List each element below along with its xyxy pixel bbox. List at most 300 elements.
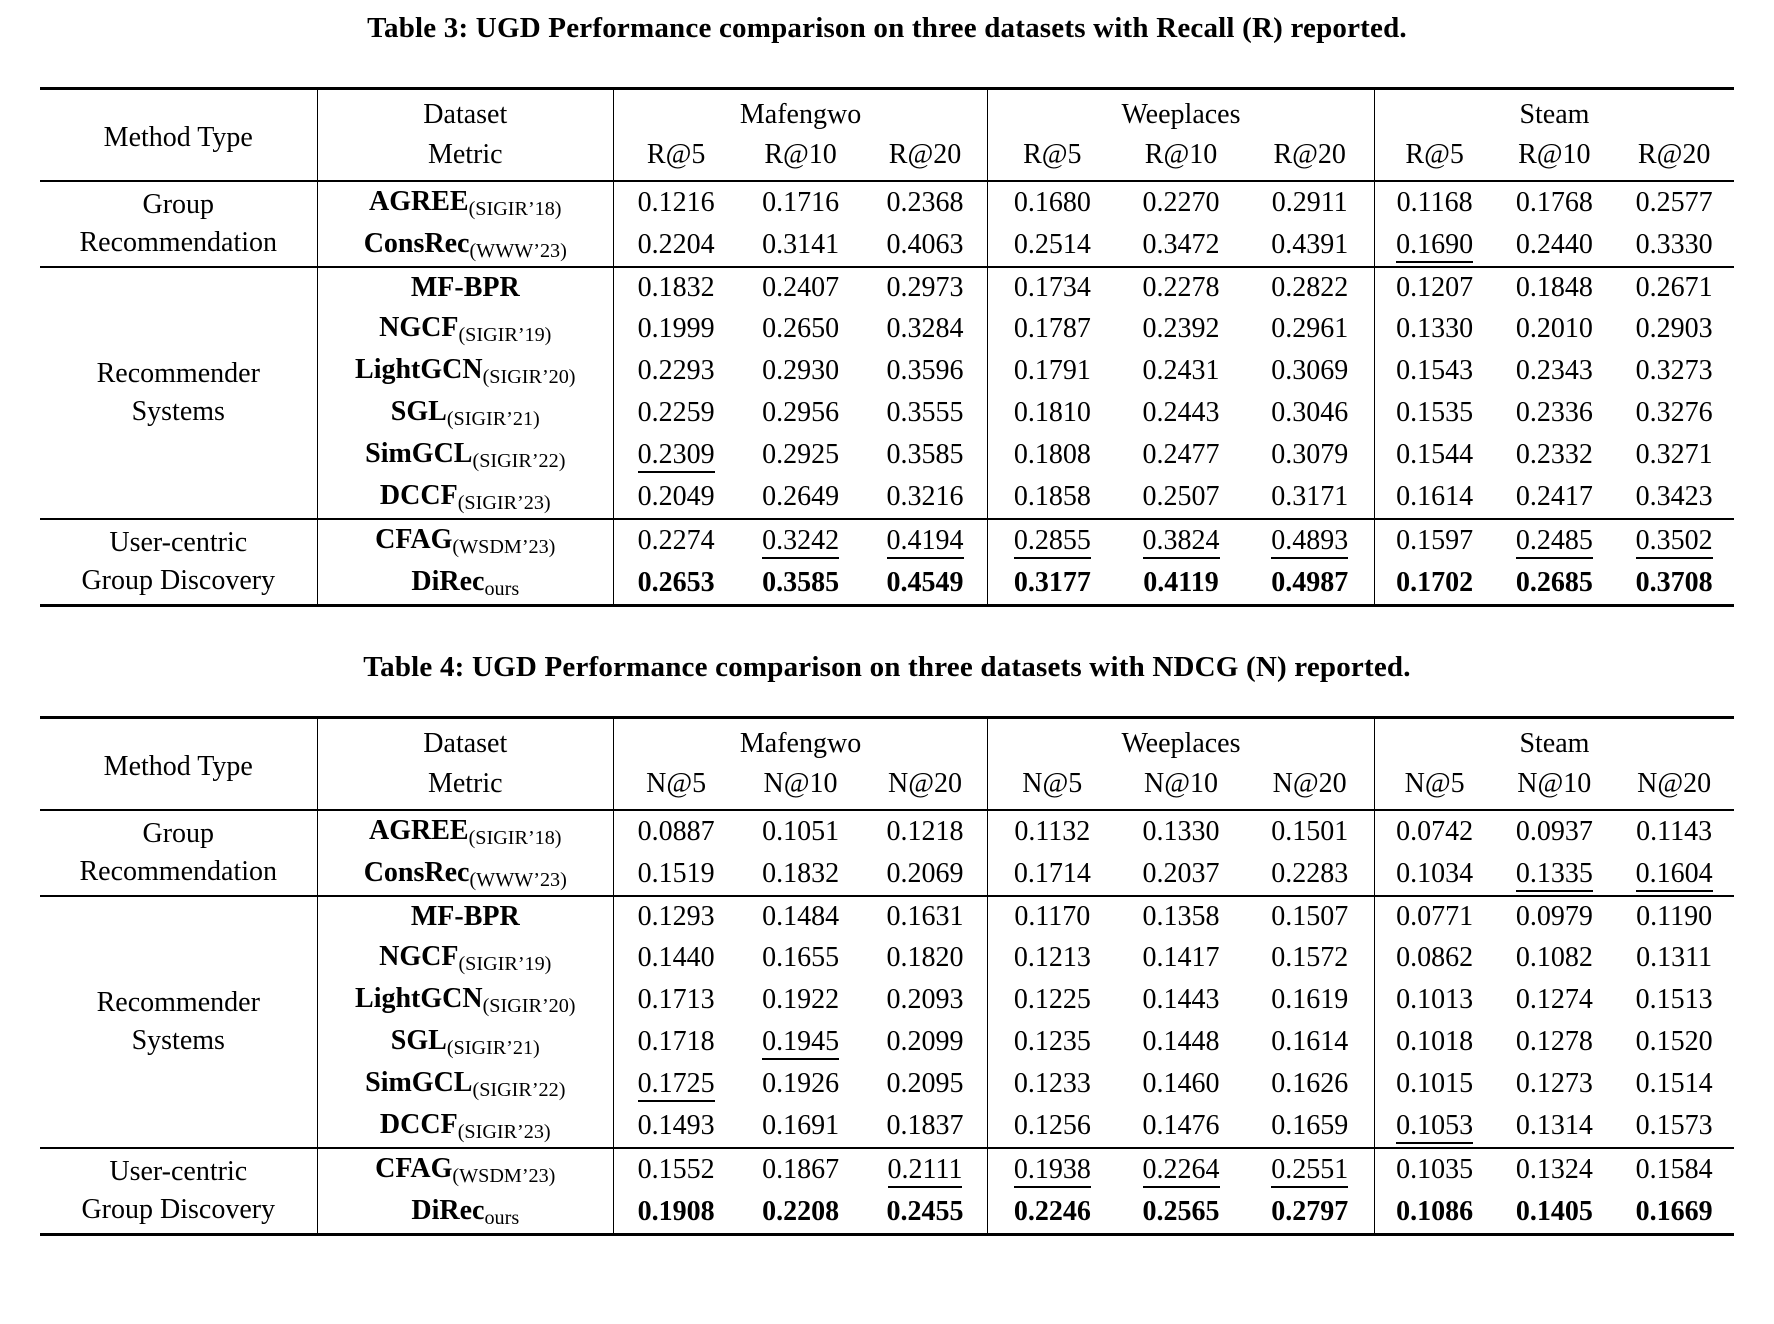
metric-value-cell (863, 1063, 988, 1105)
metric-value: 0.2417 (1515, 481, 1593, 512)
metric-value: 0.2925 (762, 439, 840, 470)
metric-column-header: N@10 (1517, 768, 1592, 799)
metric-value-cell (863, 1021, 988, 1063)
metric-value: 0.1235 (1013, 1026, 1091, 1057)
dataset-group-header: Weeplaces (988, 89, 1375, 136)
metric-value-cell (863, 350, 988, 392)
method-group-label (40, 810, 317, 896)
metric-value: 0.1631 (886, 901, 964, 932)
metric-value: 0.2392 (1142, 313, 1220, 344)
metric-value: 0.3046 (1271, 397, 1349, 428)
metric-value-cell (1374, 810, 1494, 853)
metric-value-cell (1614, 224, 1734, 267)
metric-value: 0.2855 (1014, 526, 1091, 559)
metric-value-cell (1374, 350, 1494, 392)
metric-value: 0.2246 (1013, 1196, 1091, 1227)
metric-value-cell (1245, 1105, 1374, 1148)
metric-value-cell (988, 434, 1117, 476)
metric-value-cell (1117, 308, 1246, 350)
metric-value: 0.3141 (762, 229, 840, 260)
method-venue-subscript: (SIGIR’18) (468, 826, 562, 849)
metric-value-cell (1614, 562, 1734, 606)
metric-value-cell (614, 1148, 739, 1191)
metric-value: 0.1330 (1142, 816, 1220, 847)
metric-value: 0.3585 (886, 439, 964, 470)
metric-value-cell (1374, 1063, 1494, 1105)
metric-value: 0.2671 (1635, 272, 1713, 303)
metric-column-header: N@5 (1374, 764, 1494, 810)
metric-value-cell (614, 308, 739, 350)
metric-value-cell (863, 1148, 988, 1191)
metric-value: 0.2455 (886, 1196, 964, 1227)
metric-column-header: R@10 (1144, 139, 1218, 170)
method-name: ConsRec (363, 228, 470, 259)
metric-value: 0.2930 (762, 355, 840, 386)
method-venue-subscript: (SIGIR’20) (482, 994, 576, 1017)
metric-value-cell (738, 476, 863, 519)
metric-value: 0.2551 (1271, 1155, 1348, 1188)
metric-value-cell (738, 937, 863, 979)
metric-value: 0.1405 (1515, 1196, 1593, 1227)
metric-value-cell (1374, 937, 1494, 979)
metric-column-header: N@5 (614, 764, 739, 810)
metric-value: 0.1922 (762, 984, 840, 1015)
metric-header-label: Metric (317, 135, 614, 181)
metric-value: 0.1691 (762, 1110, 840, 1141)
metric-value: 0.1520 (1635, 1026, 1713, 1057)
dataset-group-header: Weeplaces (988, 718, 1375, 765)
metric-value: 0.0862 (1396, 942, 1474, 973)
metric-value: 0.4391 (1271, 229, 1349, 260)
metric-value-cell (614, 181, 739, 224)
metric-value: 0.1810 (1013, 397, 1091, 428)
metric-value: 0.1314 (1515, 1110, 1593, 1141)
metric-value: 0.1655 (762, 942, 840, 973)
method-group-label-line: Recommender (96, 358, 260, 389)
metric-value-cell (863, 392, 988, 434)
method-group-label-line: Group (142, 818, 215, 849)
header-row-datasets (40, 718, 1734, 765)
metric-value: 0.2037 (1142, 858, 1220, 889)
metric-value-cell (1374, 392, 1494, 434)
metric-value-cell (614, 896, 739, 937)
metric-value: 0.1225 (1013, 984, 1091, 1015)
metric-value-cell (988, 1021, 1117, 1063)
metric-value-cell (1614, 1191, 1734, 1235)
metric-value-cell (863, 181, 988, 224)
metric-value-cell (1614, 350, 1734, 392)
table3-section (0, 12, 1774, 607)
table-row (40, 1148, 1734, 1191)
metric-value: 0.1035 (1396, 1154, 1474, 1185)
metric-column-header: R@20 (1273, 139, 1346, 170)
metric-value: 0.1543 (1396, 355, 1474, 386)
metric-value-cell (1245, 476, 1374, 519)
metric-value: 0.2485 (1516, 526, 1593, 559)
metric-value: 0.2309 (638, 440, 715, 473)
metric-value-cell (1245, 224, 1374, 267)
metric-value-cell (738, 181, 863, 224)
metric-value-cell (1494, 392, 1614, 434)
method-cell (317, 224, 614, 267)
metric-value-cell (863, 979, 988, 1021)
metric-value-cell (1494, 267, 1614, 308)
metric-value-cell (1494, 1191, 1614, 1235)
metric-value-cell (1374, 434, 1494, 476)
metric-value-cell (863, 562, 988, 606)
metric-value: 0.1544 (1396, 439, 1474, 470)
method-venue-subscript: (SIGIR’20) (482, 365, 576, 388)
metric-value-cell (1245, 267, 1374, 308)
metric-value-cell (863, 853, 988, 896)
metric-value-cell (1614, 181, 1734, 224)
method-cell (317, 1105, 614, 1148)
metric-value: 0.1713 (637, 984, 715, 1015)
metric-value: 0.1443 (1142, 984, 1220, 1015)
metric-value-cell (988, 1148, 1117, 1191)
table-header (40, 718, 1734, 811)
metric-value-cell (614, 267, 739, 308)
metric-value-cell (988, 392, 1117, 434)
method-cell (317, 896, 614, 937)
metric-value: 0.1858 (1013, 481, 1091, 512)
metric-value: 0.4063 (886, 229, 964, 260)
metric-value: 0.1614 (1396, 481, 1474, 512)
metric-value: 0.2093 (886, 984, 964, 1015)
metric-value: 0.1335 (1516, 859, 1593, 892)
metric-value-cell (1494, 1063, 1614, 1105)
metric-value: 0.4194 (887, 526, 964, 559)
metric-value: 0.3824 (1143, 526, 1220, 559)
metric-value: 0.3330 (1635, 229, 1713, 260)
method-cell (317, 434, 614, 476)
metric-value: 0.2431 (1142, 355, 1220, 386)
method-venue-subscript: (SIGIR’23) (457, 491, 551, 514)
method-venue-subscript: (SIGIR’23) (457, 1120, 551, 1143)
metric-value-cell (1245, 1148, 1374, 1191)
metric-value-cell (738, 1191, 863, 1235)
method-venue-subscript: (SIGIR’18) (468, 197, 562, 220)
method-group-label-line: Group Discovery (81, 1194, 276, 1225)
metric-value: 0.2293 (637, 355, 715, 386)
metric-value-cell (1245, 392, 1374, 434)
metric-value-cell (863, 224, 988, 267)
metric-column-header: N@10 (763, 768, 838, 799)
metric-value-cell (1614, 937, 1734, 979)
method-name: MF-BPR (410, 901, 520, 932)
metric-value-cell (1494, 476, 1614, 519)
table4-section (0, 651, 1774, 1236)
metric-value: 0.1034 (1396, 858, 1474, 889)
method-name: MF-BPR (410, 272, 520, 303)
metric-value-cell (988, 181, 1117, 224)
method-name: DiRec (411, 1195, 485, 1226)
metric-value: 0.2903 (1635, 313, 1713, 344)
metric-value: 0.2095 (886, 1068, 964, 1099)
metric-value: 0.3555 (886, 397, 964, 428)
metric-value-cell (614, 434, 739, 476)
method-name: AGREE (369, 186, 469, 217)
header-row-datasets (40, 89, 1734, 136)
metric-value-cell (614, 519, 739, 562)
metric-column-header: R@10 (764, 139, 837, 170)
method-cell (317, 267, 614, 308)
method-name: CFAG (375, 524, 453, 555)
metric-value-cell (1245, 937, 1374, 979)
results-table-ndcg (40, 716, 1734, 1236)
metric-value: 0.4987 (1271, 567, 1349, 598)
metric-value: 0.1015 (1396, 1068, 1474, 1099)
metric-value-cell (738, 896, 863, 937)
dataset-group-header: Mafengwo (614, 718, 988, 765)
metric-value-cell (1494, 1105, 1614, 1148)
metric-value-cell (1117, 810, 1246, 853)
metric-value: 0.2822 (1271, 272, 1349, 303)
method-cell (317, 1021, 614, 1063)
metric-value-cell (1374, 1021, 1494, 1063)
metric-value-cell (738, 519, 863, 562)
metric-value: 0.0979 (1515, 901, 1593, 932)
method-group-label-line: User-centric (109, 527, 248, 558)
metric-value-cell (1374, 519, 1494, 562)
metric-column-header: N@5 (988, 764, 1117, 810)
method-venue-subscript: (WSDM’23) (452, 535, 556, 558)
metric-column-header: R@5 (614, 135, 739, 181)
metric-value: 0.1417 (1142, 942, 1220, 973)
metric-value-cell (1614, 392, 1734, 434)
metric-value-cell (614, 853, 739, 896)
metric-value-cell (1117, 896, 1246, 937)
metric-value-cell (988, 267, 1117, 308)
method-venue-subscript: (SIGIR’22) (472, 449, 566, 472)
metric-value-cell (1614, 1063, 1734, 1105)
metric-value: 0.1274 (1515, 984, 1593, 1015)
method-group-label (40, 896, 317, 1148)
metric-value-cell (738, 434, 863, 476)
metric-value: 0.3177 (1013, 567, 1091, 598)
method-venue-subscript: (SIGIR’22) (472, 1078, 566, 1101)
method-name: CFAG (375, 1153, 453, 1184)
metric-value-cell (1245, 434, 1374, 476)
metric-value-cell (988, 1191, 1117, 1235)
method-name: LightGCN (355, 983, 483, 1014)
metric-value-cell (1494, 519, 1614, 562)
method-venue-subscript: (WWW’23) (469, 239, 567, 262)
metric-value-cell (614, 979, 739, 1021)
metric-value: 0.1718 (637, 1026, 715, 1057)
table4-container (0, 716, 1774, 1236)
metric-value: 0.3585 (762, 567, 840, 598)
metric-value-cell (1374, 1191, 1494, 1235)
method-type-header: Method Type (103, 750, 253, 782)
method-venue-subscript: ours (484, 577, 520, 600)
metric-value: 0.1614 (1271, 1026, 1349, 1057)
metric-value: 0.2407 (762, 272, 840, 303)
metric-value: 0.2911 (1271, 187, 1348, 218)
metric-value-cell (614, 476, 739, 519)
metric-value: 0.1170 (1014, 901, 1091, 932)
metric-value-cell (988, 1063, 1117, 1105)
metric-value: 0.2961 (1271, 313, 1349, 344)
metric-value: 0.2477 (1142, 439, 1220, 470)
method-group-label-line: Group Discovery (81, 565, 276, 596)
metric-value: 0.1507 (1271, 901, 1349, 932)
method-venue-subscript: (WSDM’23) (452, 1164, 556, 1187)
metric-value-cell (1494, 350, 1614, 392)
metric-value: 0.2204 (637, 229, 715, 260)
table-row (40, 181, 1734, 224)
metric-value: 0.3423 (1635, 481, 1713, 512)
metric-value: 0.3708 (1635, 567, 1713, 598)
method-venue-subscript: (SIGIR’19) (458, 323, 552, 346)
method-cell (317, 1148, 614, 1191)
metric-value: 0.1597 (1396, 525, 1474, 556)
metric-value: 0.0771 (1396, 901, 1474, 932)
metric-value-cell (1494, 1148, 1614, 1191)
metric-value-cell (738, 392, 863, 434)
metric-value: 0.1690 (1396, 230, 1473, 263)
metric-value: 0.1476 (1142, 1110, 1220, 1141)
metric-value-cell (738, 810, 863, 853)
metric-value-cell (988, 224, 1117, 267)
metric-value-cell (1374, 979, 1494, 1021)
metric-value-cell (988, 810, 1117, 853)
metric-value: 0.1233 (1013, 1068, 1091, 1099)
metric-value-cell (863, 476, 988, 519)
method-name: LightGCN (355, 354, 483, 385)
metric-value-cell (614, 1063, 739, 1105)
metric-value-cell (863, 308, 988, 350)
metric-value-cell (988, 937, 1117, 979)
metric-value-cell (614, 1105, 739, 1148)
metric-value: 0.1501 (1271, 816, 1349, 847)
metric-value: 0.1190 (1636, 901, 1713, 932)
metric-value: 0.3242 (762, 526, 839, 559)
metric-value: 0.3596 (886, 355, 964, 386)
metric-value-cell (1494, 434, 1614, 476)
results-table-recall (40, 87, 1734, 607)
table-row (40, 519, 1734, 562)
metric-column-header: N@20 (887, 768, 962, 799)
metric-value-cell (1117, 1148, 1246, 1191)
table-row (40, 267, 1734, 308)
metric-value: 0.2443 (1142, 397, 1220, 428)
metric-value: 0.1330 (1396, 313, 1474, 344)
metric-value: 0.1572 (1271, 942, 1349, 973)
metric-value: 0.2049 (637, 481, 715, 512)
metric-value-cell (1614, 1148, 1734, 1191)
metric-value: 0.1013 (1396, 984, 1474, 1015)
method-cell (317, 519, 614, 562)
metric-value-cell (1245, 519, 1374, 562)
metric-value: 0.1734 (1013, 272, 1091, 303)
metric-value-cell (738, 267, 863, 308)
metric-value-cell (988, 519, 1117, 562)
metric-value: 0.3271 (1635, 439, 1713, 470)
method-group-label-line: User-centric (109, 1156, 248, 1187)
metric-value-cell (738, 1105, 863, 1148)
metric-value: 0.1604 (1636, 859, 1713, 892)
method-cell (317, 810, 614, 853)
metric-value-cell (1117, 1191, 1246, 1235)
metric-value-cell (1245, 979, 1374, 1021)
metric-value: 0.2283 (1271, 858, 1349, 889)
method-group-label (40, 267, 317, 519)
table-row (40, 810, 1734, 853)
metric-value-cell (1117, 181, 1246, 224)
metric-value-cell (1614, 1105, 1734, 1148)
metric-value: 0.1725 (638, 1069, 715, 1102)
metric-value: 0.2069 (886, 858, 964, 889)
metric-value: 0.1207 (1396, 272, 1474, 303)
metric-value-cell (1117, 476, 1246, 519)
method-name: SGL (390, 396, 447, 427)
metric-value-cell (738, 308, 863, 350)
table-header (40, 89, 1734, 182)
metric-value-cell (1117, 224, 1246, 267)
method-name: SimGCL (365, 438, 473, 469)
metric-value-cell (1614, 519, 1734, 562)
method-cell (317, 562, 614, 606)
metric-value: 0.1999 (637, 313, 715, 344)
metric-value-cell (1117, 853, 1246, 896)
metric-value: 0.1132 (1014, 816, 1091, 847)
metric-value: 0.1493 (637, 1110, 715, 1141)
metric-value: 0.1535 (1396, 397, 1474, 428)
dataset-group-header: Mafengwo (614, 89, 988, 136)
method-venue-subscript: (SIGIR’21) (446, 407, 540, 430)
metric-value: 0.1513 (1635, 984, 1713, 1015)
metric-value: 0.2685 (1515, 567, 1593, 598)
method-name: DCCF (379, 480, 458, 511)
metric-value: 0.2336 (1515, 397, 1593, 428)
method-group-label-line: Recommendation (79, 856, 278, 887)
metric-header-label: Metric (317, 764, 614, 810)
metric-column-header: N@20 (1272, 768, 1347, 799)
metric-value: 0.2264 (1143, 1155, 1220, 1188)
metric-value: 0.1552 (637, 1154, 715, 1185)
method-group-label-line: Systems (131, 1025, 225, 1056)
dataset-header-label: Dataset (317, 718, 614, 765)
metric-value: 0.4119 (1143, 567, 1219, 598)
metric-value-cell (863, 810, 988, 853)
metric-value: 0.2956 (762, 397, 840, 428)
metric-value-cell (863, 896, 988, 937)
metric-value-cell (1614, 853, 1734, 896)
metric-value: 0.1278 (1515, 1026, 1593, 1057)
metric-value: 0.1168 (1396, 187, 1473, 218)
metric-value-cell (1614, 1021, 1734, 1063)
metric-value: 0.1867 (762, 1154, 840, 1185)
method-cell (317, 181, 614, 224)
metric-value-cell (614, 562, 739, 606)
metric-value-cell (1494, 181, 1614, 224)
metric-value: 0.1716 (762, 187, 840, 218)
metric-value: 0.3171 (1271, 481, 1349, 512)
metric-value-cell (863, 937, 988, 979)
metric-value-cell (614, 810, 739, 853)
metric-value: 0.2278 (1142, 272, 1220, 303)
metric-value-cell (1614, 308, 1734, 350)
method-cell (317, 392, 614, 434)
dataset-group-header: Steam (1374, 718, 1734, 765)
metric-value: 0.2507 (1142, 481, 1220, 512)
metric-column-header: R@20 (888, 139, 962, 170)
metric-value-cell (1117, 1063, 1246, 1105)
metric-value-cell (988, 1105, 1117, 1148)
table3-container (0, 87, 1774, 607)
metric-value: 0.1680 (1013, 187, 1091, 218)
